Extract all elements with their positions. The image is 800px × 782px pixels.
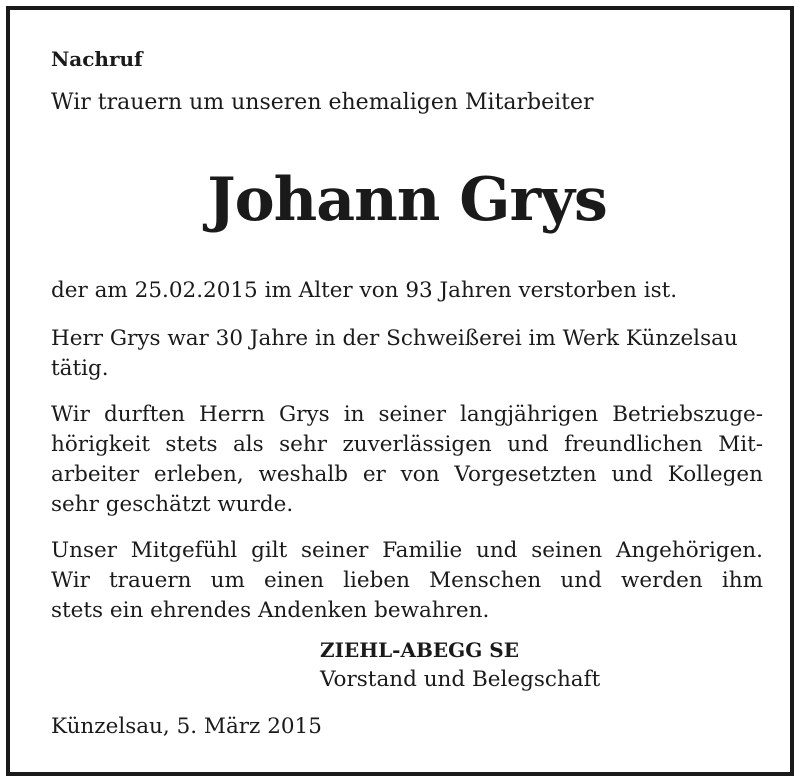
text-line: stets ein ehrendes Andenken bewahren. xyxy=(51,598,490,623)
place-date: Künzelsau, 5. März 2015 xyxy=(51,714,322,739)
signature-subline: Vorstand und Belegschaft xyxy=(320,667,601,692)
paragraph-appreciation xyxy=(51,400,763,520)
text-line: arbeiter erleben, weshalb er von Vorgesetzten und Kollegen xyxy=(51,462,763,487)
obituary-heading: Nachruf xyxy=(51,47,143,71)
deceased-name: Johann Grys xyxy=(207,165,607,235)
intro-line: Wir trauern um unseren ehemaligen Mitarbeiter xyxy=(51,90,594,115)
paragraph-employment xyxy=(51,324,763,384)
text-line: der am 25.02.2015 im Alter von 93 Jahren verstorben ist. xyxy=(51,278,678,303)
company-name: ZIEHL-ABEGG SE xyxy=(320,638,519,662)
text-line: Unser Mitgefühl gilt seiner Familie und seinen Angehörigen. xyxy=(51,538,763,563)
text-line: sehr geschätzt wurde. xyxy=(51,492,294,517)
text-line: tätig. xyxy=(51,356,109,381)
text-line: Herr Grys war 30 Jahre in der Schweißerei im Werk Künzelsau xyxy=(51,326,738,351)
signature-block xyxy=(320,635,600,695)
text-line: hörigkeit stets als sehr zuverlässigen und freundlichen Mit- xyxy=(51,432,763,457)
text-line: Wir trauern um einen lieben Menschen und werden ihm xyxy=(51,568,763,593)
paragraph-condolence xyxy=(51,536,763,626)
obituary-frame xyxy=(6,6,794,776)
text-line: Wir durften Herrn Grys in seiner langjährigen Betriebszuge- xyxy=(51,402,763,427)
paragraph-death-date xyxy=(51,276,763,306)
